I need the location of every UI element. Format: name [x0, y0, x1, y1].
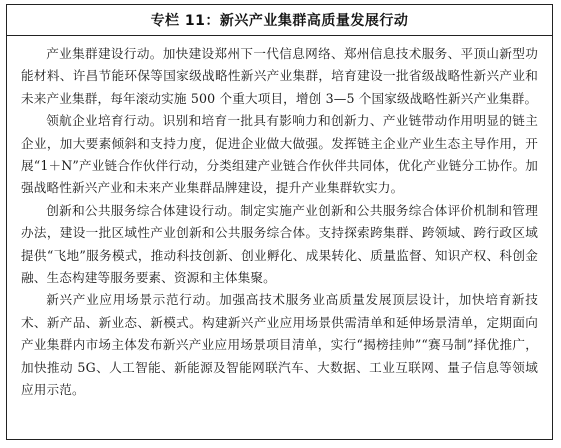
box-content [7, 36, 552, 408]
paragraph-cluster-construction: 产业集群建设行动。加快建设郑州下一代信息网络、郑州信息技术服务、平顶山新型功能材料、许昌节能环保等国家级战略性新兴产业集群，培育建设一批省级战略性新兴产业和未来产业集群，每年滚动实施 500 个重大项目，增创 3—5 个国家级战略性新兴产业集群。 [21, 46, 538, 106]
paragraph-application-scenarios: 新兴产业应用场景示范行动。加强高技术服务业高质量发展顶层设计，加快培育新技术、新产品、新业态、新模式。构建新兴产业应用场景供需清单和延伸场景清单，定期面向产业集群内市场主体发布新兴产业应用场景项目清单，实行“揭榜挂帅”“赛马制”择优推广，加快推动 5G、人工智能、新能源及智能网联汽车、大数据、工业互联网、量子信息等领域应用示范。 [21, 292, 538, 398]
paragraph-leading-enterprise: 领航企业培育行动。识别和培育一批具有影响力和创新力、产业链带动作用明显的链主企业，加大要素倾斜和支持力度，促进企业做大做强。发挥链主企业产业生态主导作用，开展“1＋N”产业链合作伙伴行动，分类组建产业链合作伙伴共同体，优化产业链分工协作。加强战略性新兴产业和未来产业集群品牌建设，提升产业集群软实力。 [21, 113, 538, 196]
paragraph-innovation-complex: 创新和公共服务综合体建设行动。制定实施产业创新和公共服务综合体评价机制和管理办法，建设一批区域性产业创新和公共服务综合体。支持探索跨集群、跨领域、跨行政区域提供“飞地”服务模式，推动科技创新、创业孵化、成果转化、质量监督、知识产权、科创金融、生态构建等服务要素、资源和主体集聚。 [21, 202, 538, 286]
box-title: 专栏 11：新兴产业集群高质量发展行动 [150, 13, 409, 29]
box-header [7, 5, 552, 36]
feature-box [6, 4, 553, 440]
